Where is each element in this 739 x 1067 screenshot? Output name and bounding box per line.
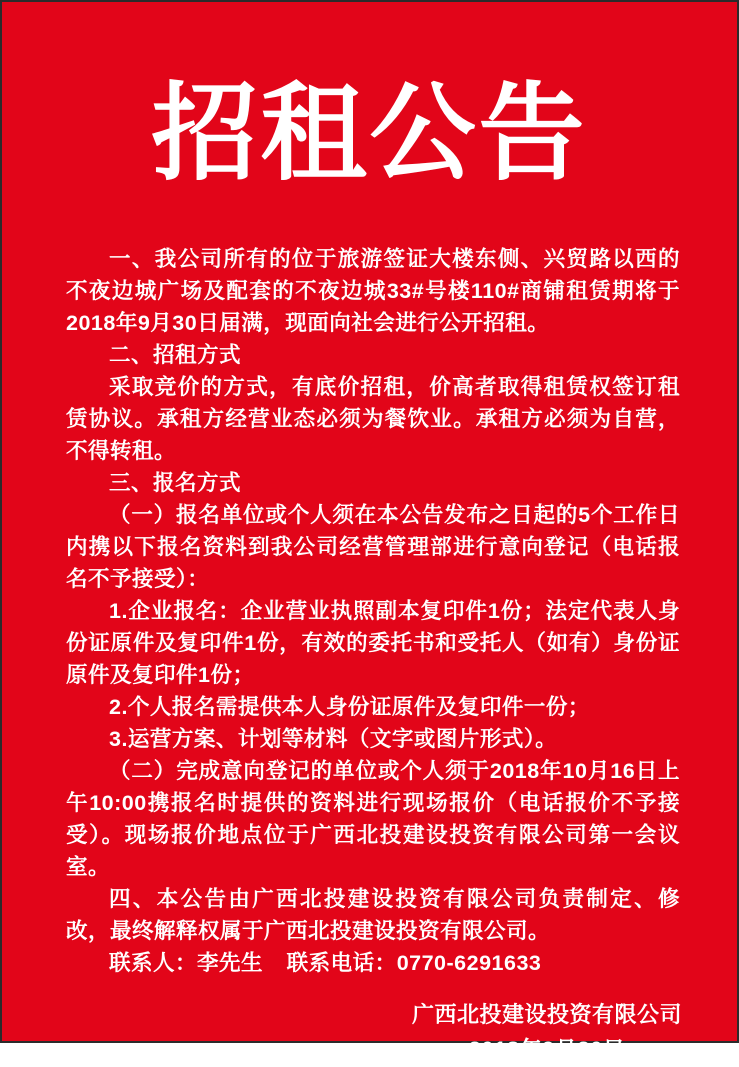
contact-phone-label: 联系电话： <box>286 950 397 975</box>
heading-section-3: 三、报名方式 <box>109 470 242 495</box>
para-enterprise-requirements: 1.企业报名：企业营业执照副本复印件1份；法定代表人身份证原件及复印件1份，有效的委托书和受托人（如有）身份证原件及复印件1份； <box>66 598 680 687</box>
contact-person-name: 李先生 <box>197 950 264 975</box>
para-onsite-bidding: （二）完成意向登记的单位或个人须于2018年10月16日上午10:00携报名时提供的资料进行现场报价（电话报价不予接受）。现场报价地点位于广西北投建设投资有限公司第一会议室。 <box>66 758 680 879</box>
signature-inner <box>412 997 682 1067</box>
heading-section-2: 二、招租方式 <box>109 342 242 367</box>
signature-block <box>2 997 737 1067</box>
para-operation-plan: 3.运营方案、计划等材料（文字或图片形式）。 <box>109 726 558 751</box>
para-intro: 一、我公司所有的位于旅游签证大楼东侧、兴贸路以西的不夜边城广场及配套的不夜边城33#号楼110#商铺租赁期将于2018年9月30日届满，现面向社会进行公开招租。 <box>66 246 680 335</box>
poster-body <box>2 243 737 979</box>
para-registration: （一）报名单位或个人须在本公告发布之日起的5个工作日内携以下报名资料到我公司经营管理部进行意向登记（电话报名不予接受）： <box>66 502 680 591</box>
para-individual-requirements: 2.个人报名需提供本人身份证原件及复印件一份； <box>109 694 590 719</box>
signature-date: 2018年9月30日 <box>468 1036 626 1062</box>
signature-company: 广西北投建设投资有限公司 <box>411 1001 682 1027</box>
para-rental-method: 采取竞价的方式，有底价招租，价高者取得租赁权签订租赁协议。承租方经营业态必须为餐饮业。承租方必须为自营，不得转租。 <box>66 374 680 463</box>
contact-phone-number: 0770-6291633 <box>396 950 542 975</box>
para-interpretation-rights: 四、本公告由广西北投建设投资有限公司负责制定、修改，最终解释权属于广西北投建设投资有限公司。 <box>66 886 680 943</box>
contact-person-label: 联系人： <box>109 950 198 975</box>
poster-title: 招租公告 <box>151 76 588 193</box>
contact-line <box>66 947 680 979</box>
